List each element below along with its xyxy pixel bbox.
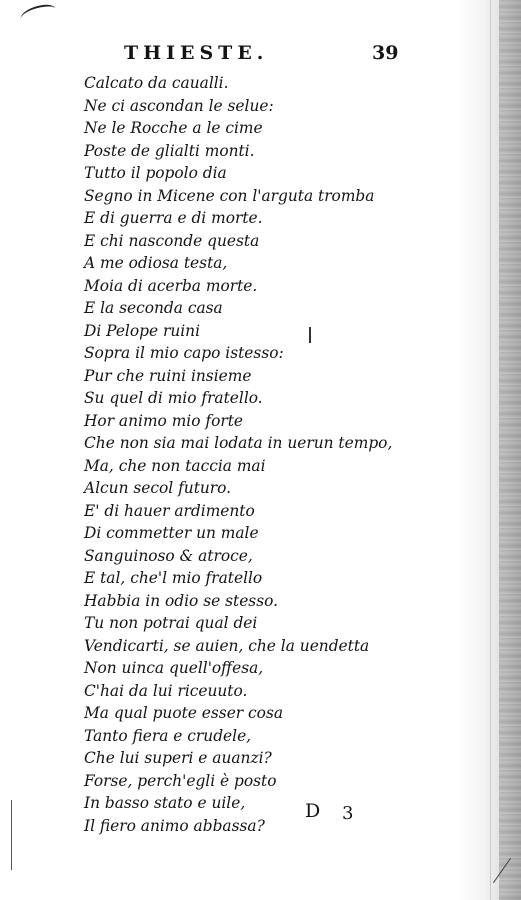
verse-line: E la seconda casa [84, 299, 223, 317]
verse-line: In basso stato e uile, [84, 794, 246, 812]
verse-line: E' di hauer ardimento [84, 501, 255, 520]
signature-number: 3 [342, 803, 354, 824]
verse-line: E tal, che'l mio fratello [84, 569, 263, 587]
verse-line: Poste de glialti monti. [84, 141, 255, 160]
verse-line: Su quel di mio fratello. [84, 389, 263, 407]
verse-line: C'hai da lui riceuuto. [84, 681, 248, 700]
margin-mark [11, 800, 12, 870]
verse-line: Tutto il popolo dia [84, 164, 227, 182]
verse-line: Vendicarti, se auien, che la uendetta [84, 636, 370, 655]
verse-line: Hor animo mio forte [84, 411, 243, 430]
verse-line: Sopra il mio capo istesso: [84, 344, 284, 362]
verse-line: E di guerra e di morte. [84, 209, 263, 227]
verse-line: Forse, perch'egli è posto [84, 771, 277, 790]
verse-line: Che lui superi e auanzi? [84, 749, 272, 767]
verse-line: Ne ci ascondan le selue: [84, 96, 274, 115]
verse-line: Pur che ruini insieme [84, 366, 252, 385]
running-title: THIESTE. [124, 42, 269, 64]
verse-line: Di Pelope ruini [84, 321, 200, 340]
verse-line: Segno in Micene con l'arguta tromba [84, 186, 375, 205]
verse-line: Tanto fiera e crudele, [84, 726, 252, 745]
page-fold-line [490, 0, 491, 900]
binding-shadow [499, 0, 521, 900]
verse-line: Sanguinoso & atroce, [84, 546, 253, 565]
verse-line: Di commetter un male [84, 524, 259, 542]
signature-mark: D [305, 800, 321, 822]
verse-line: Habbia in odio se stesso. [84, 591, 278, 610]
verse-line: Tu non potrai qual dei [84, 614, 258, 632]
verse-line: Il fiero animo abbassa? [84, 816, 265, 835]
verse-line: A me odiosa testa, [84, 254, 228, 272]
verse-line: Che non sia mai lodata in uerun tempo, [84, 434, 393, 452]
verse-line: Moia di acerba morte. [84, 276, 258, 295]
verse-line: E chi nasconde questa [84, 231, 260, 250]
ink-scratch [19, 2, 58, 25]
verse-line: Alcun secol futuro. [84, 479, 232, 497]
page-number: 39 [372, 42, 399, 64]
verse-line: Ne le Rocche a le cime [84, 119, 263, 137]
verse-line: Ma qual puote esser cosa [84, 704, 284, 722]
verse-line: Calcato da caualli. [84, 74, 229, 92]
verse-line: Ma, che non taccia mai [84, 456, 266, 475]
verse-lines [84, 72, 392, 837]
verse-line: Non uinca quell'offesa, [84, 659, 264, 677]
